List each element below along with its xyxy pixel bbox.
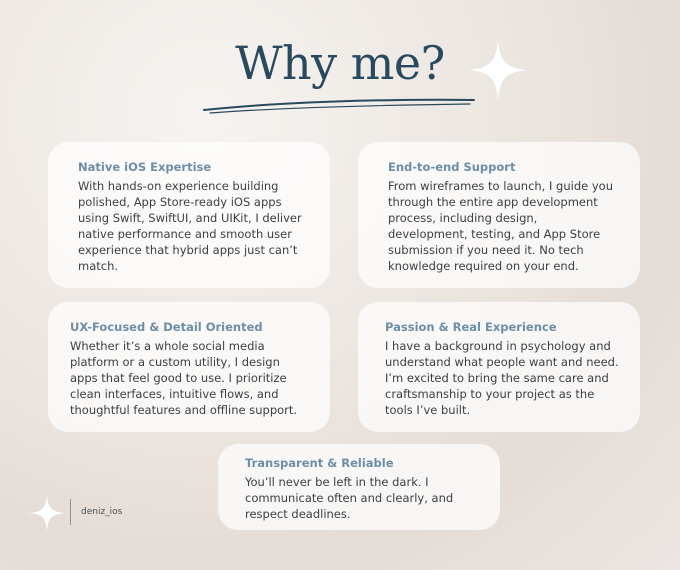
card-ux-focused xyxy=(48,302,330,432)
card-title: End-to-end Support xyxy=(388,160,516,174)
sparkle-icon xyxy=(28,494,66,532)
card-text: I have a background in psychology and understand what people want and need. I’m excited to bring the same care and craftsmanship to your project as the tools I’ve built. xyxy=(385,339,619,417)
author-handle: deniz_ios xyxy=(70,499,122,525)
title-underline xyxy=(200,96,480,116)
card-passion-real-experience xyxy=(358,302,640,432)
card-transparent-reliable xyxy=(218,444,500,530)
card-title: Native iOS Expertise xyxy=(78,160,212,174)
card-title: Passion & Real Experience xyxy=(385,320,557,334)
page-title: Why me? xyxy=(235,36,445,90)
card-native-ios-expertise xyxy=(48,142,330,288)
card-title: UX-Focused & Detail Oriented xyxy=(70,320,263,334)
card-text: From wireframes to launch, I guide you through the entire app development process, including design, development, testing, and App Store submission if you need it. No tech knowledge required on your end. xyxy=(388,179,613,273)
card-text: Whether it’s a whole social media platform or a custom utility, I design apps that feel good to use. I prioritize clean interfaces, intuitive flows, and thoughtful features and offline support. xyxy=(70,339,298,417)
sparkle-icon xyxy=(466,38,530,102)
card-title: Transparent & Reliable xyxy=(245,456,394,470)
card-end-to-end-support xyxy=(358,142,640,288)
card-text: With hands-on experience building polished, App Store-ready iOS apps using Swift, SwiftUI, and UIKit, I deliver native performance and smooth user experience that hybrid apps just can’t match. xyxy=(78,179,302,273)
card-text: You’ll never be left in the dark. I communicate often and clearly, and respect deadlines. xyxy=(245,475,454,521)
